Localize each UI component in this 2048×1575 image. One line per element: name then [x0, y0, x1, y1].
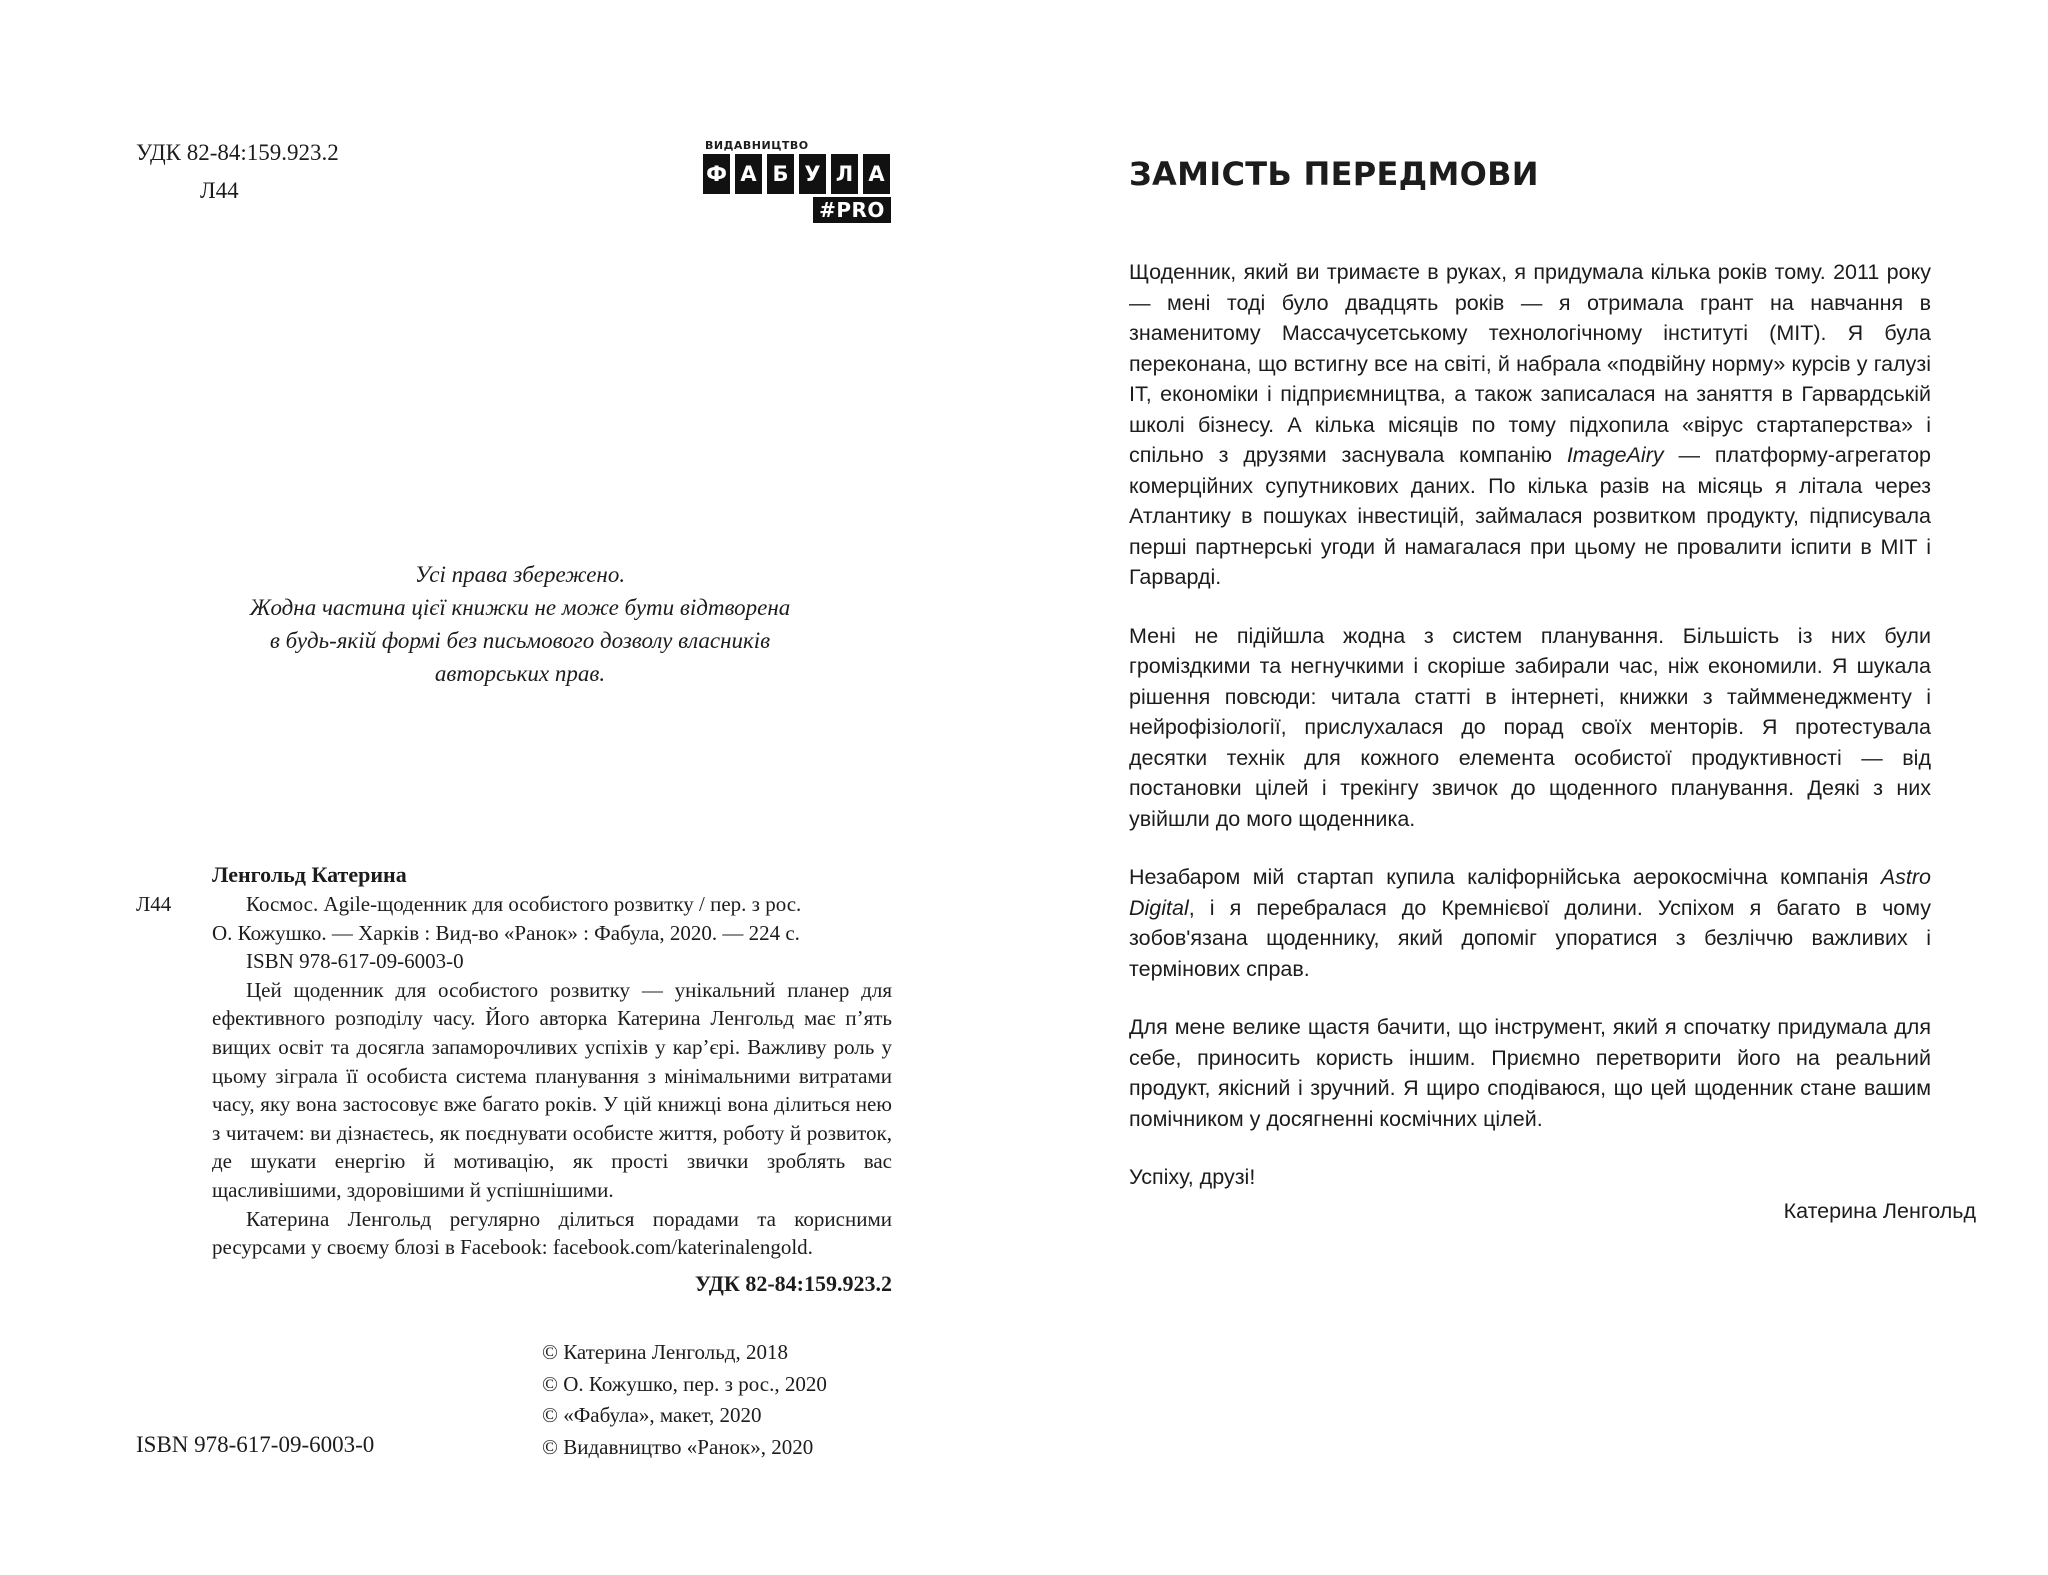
copyright-line: © Видавництво «Ранок», 2020 [542, 1434, 814, 1459]
rights-line: в будь-якій формі без письмового дозволу власників [269, 628, 771, 653]
logo-letter-boxes [703, 154, 891, 194]
paragraph-text: Щоденник, який ви тримаєте в руках, я придумала кілька років тому. 2011 року — мені тоді було двадцять років — я отримала грант на навчання в знаменитому Массачусетському технологічному інституті (МІТ). Я була переконана, що встигну все на світі, й набрала «подвійну норму» курсів у галузі ІТ, економіки і підприємництва, а також записалася на заняття в Гарвардській школі бізнесу. А кілька місяців по тому підхопила «вірус стартаперства» і спільно з друзями заснувала компанію [1129, 260, 1931, 467]
paragraph-text: Незабаром мій стартап купила каліфорнійська аерокосмічна компанія [1129, 865, 1869, 889]
catalog-index: Л44 [136, 892, 172, 916]
logo-letter: Л [831, 154, 858, 194]
copyright-line: © «Фабула», макет, 2020 [542, 1403, 762, 1427]
preface-closing: Успіху, друзі! [1129, 1165, 1256, 1189]
logo-publisher-label: ВИДАВНИЦТВО [705, 139, 809, 152]
rights-notice [180, 558, 860, 690]
catalog-record [136, 860, 892, 1298]
preface-paragraph [1129, 257, 1931, 593]
copyright-block [542, 1337, 827, 1463]
logo-pro-badge: #PRO [813, 197, 891, 223]
catalog-author: Ленгольд Катерина [212, 862, 407, 887]
rights-line: Жодна частина цієї книжки не може бути відтворена [249, 595, 791, 620]
copyright-line: © О. Кожушко, пер. з рос., 2020 [542, 1371, 827, 1396]
preface-paragraph: Мені не підійшла жодна з систем планування. Більшість із них були громіздкими та негнучкими і скоріше забирали час, ніж економили. Я шукала рішення повсюди: читала статті в інтернеті, книжки з таймменеджменту і нейрофізіології, прислухалася до порад своїх менторів. Я протестувала десятки технік для кожного елемента особистої продуктивності — від постановки цілей і трекінгу звичок до щоденного планування. Деякі з них увійшли до мого щоденника. [1129, 623, 1931, 831]
logo-letter: У [799, 154, 826, 194]
logo-letter: Б [767, 154, 794, 194]
isbn-footer: ISBN 978-617-09-6003-0 [136, 1432, 375, 1457]
preface-body [1129, 257, 1931, 1221]
logo-letter: Ф [703, 154, 730, 194]
preface-paragraph: Для мене велике щастя бачити, що інструмент, який я спочатку придумала для себе, приносить користь іншим. Приємно перетворити його на реальний продукт, якісний і зручний. Я щиро сподіваюся, що цей щоденник стане вашим помічником у досягненні космічних цілей. [1129, 1015, 1931, 1131]
author-signature: Катерина Ленгольд [1783, 1199, 1976, 1223]
udk-code: УДК 82-84:159.923.2 [136, 140, 339, 165]
catalog-title-line: Космос. Agile-щоденник для особистого розвитку / пер. з рос. [246, 892, 802, 916]
catalog-isbn: ISBN 978-617-09-6003-0 [246, 949, 464, 974]
catalog-title-row [136, 890, 892, 919]
catalog-title-line: О. Кожушко. — Харків : Вид-во «Ранок» : Фабула, 2020. — 224 с. [212, 920, 800, 945]
author-index: Л44 [200, 178, 239, 203]
company-name: ImageAiry [1566, 443, 1664, 467]
rights-line: авторських прав. [434, 661, 606, 686]
catalog-description: Цей щоденник для особистого розвитку — унікальний планер для ефективного розподілу часу. Його авторка Катерина Ленгольд має п’ять вищих освіт та досягла запаморочливих успіхів у кар’єрі. Важливу роль у цьому зіграла її особиста система планування з мінімальними витратами часу, яку вона застосовує вже багато років. У цій книжці вона ділиться нею з читачем: ви дізнаєтесь, як поєднувати особисте життя, роботу й розвиток, де шукати енергію й мотивацію, як прості звички зроблять вас щасливішими, здоровішими й успішнішими. [212, 977, 892, 1202]
company-name: Astro Digital [1129, 865, 1931, 920]
rights-line: Усі права збережено. [414, 562, 626, 587]
chapter-heading: ЗАМІСТЬ ПЕРЕДМОВИ [1129, 155, 1539, 193]
publisher-logo [703, 138, 891, 223]
udk-header [136, 134, 339, 210]
catalog-udk: УДК 82-84:159.923.2 [694, 1270, 892, 1296]
logo-letter: А [863, 154, 890, 194]
right-page [1024, 0, 2048, 1575]
preface-paragraph [1129, 862, 1931, 984]
paragraph-text: , і я перебралася до Кремнієвої долини. Успіхом я багато в чому зобов'язана щоденнику, який допоміг упоратися з безліччю важливих і термінових справ. [1129, 895, 1931, 981]
paragraph-text: — платформу-агрегатор комерційних супутникових даних. По кілька разів на місяць я літала через Атлантику в пошуках інвестицій, займалася розвитком продукту, підписувала перші партнерські угоди й намагалася при цьому не провалити іспити в МІТ і Гарварді. [1129, 443, 1932, 589]
copyright-line: © Катерина Ленгольд, 2018 [542, 1340, 788, 1364]
logo-letter: А [735, 154, 762, 194]
catalog-blog-note: Катерина Ленгольд регулярно ділиться порадами та корисними ресурсами у своєму блозі в Facebook: facebook.com/katerinalengold. [212, 1206, 892, 1260]
